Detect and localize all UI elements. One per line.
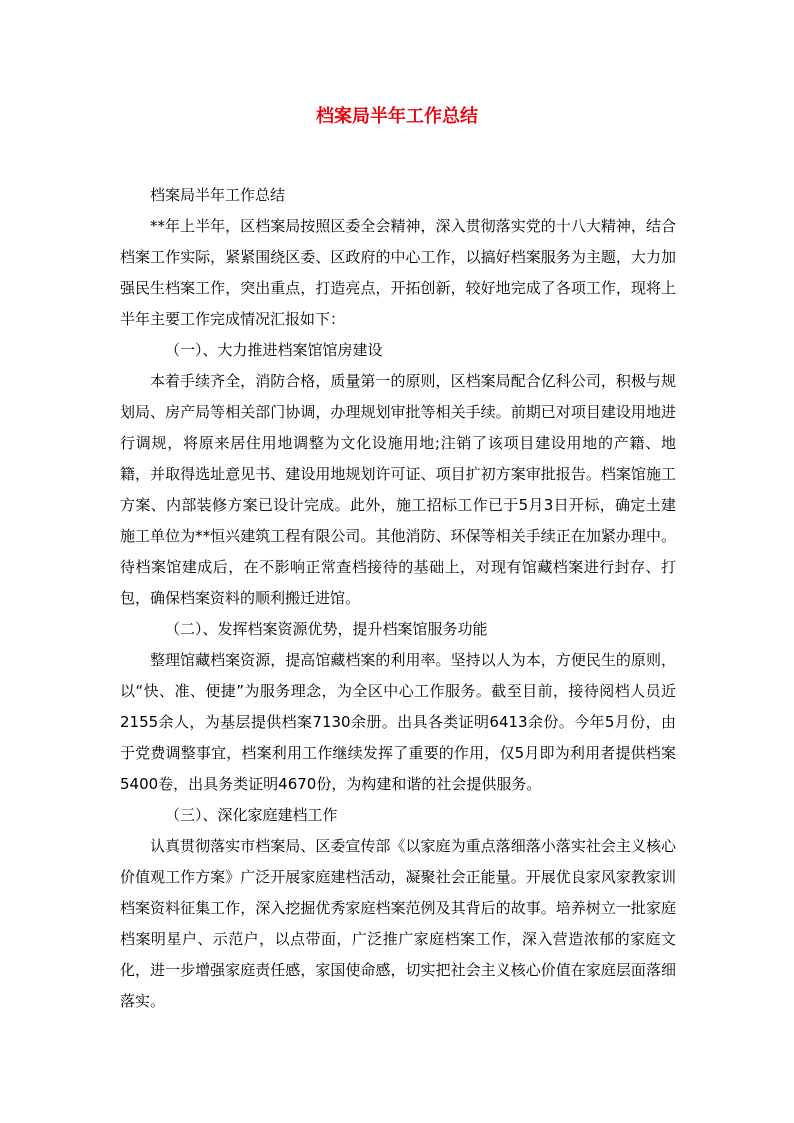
document-body xyxy=(120,180,676,1017)
body-subtitle: 档案局半年工作总结 xyxy=(150,186,286,204)
section-paragraph-1: 本着手续齐全，消防合格，质量第一的原则，区档案局配合亿科公司，积极与规划局、房产局等相关部门协调，办理规划审批等相关手续。前期已对项目建设用地进行调规，将原来居住用地调整为文化设施用地;注销了该项目建设用地的产籍、地籍，并取得选址意见书、建设用地规划许可证、项目扩初方案审批报告。档案馆施工方案、内部装修方案已设计完成。此外，施工招标工作已于5月3日开标，确定土建施工单位为**恒兴建筑工程有限公司。其他消防、环保等相关手续正在加紧办理中。待档案馆建成后，在不影响正常查档接待的基础上，对现有馆藏档案进行封存、打包，确保档案资料的顺利搬迁进馆。 xyxy=(120,372,676,607)
intro-paragraph: **年上半年，区档案局按照区委全会精神，深入贯彻落实党的十八大精神，结合档案工作实际，紧紧围绕区委、区政府的中心工作，以搞好档案服务为主题，大力加强民生档案工作，突出重点，打造亮点，开拓创新，较好地完成了各项工作，现将上半年主要工作完成情况汇报如下： xyxy=(120,217,676,328)
section-heading-2: （二）、发挥档案资源优势，提升档案馆服务功能 xyxy=(165,620,488,638)
section-paragraph-3: 认真贯彻落实市档案局、区委宣传部《以家庭为重点落细落小落实社会主义核心价值观工作方案》广泛开展家庭建档活动，凝聚社会正能量。开展优良家风家教家训档案资料征集工作，深入挖掘优秀家庭档案范例及其背后的故事。培养树立一批家庭档案明星户、示范户，以点带面，广泛推广家庭档案工作，深入营造浓郁的家庭文化，进一步增强家庭责任感，家国使命感，切实把社会主义核心价值在家庭层面落细落实。 xyxy=(120,837,676,1010)
section-heading-1: （一）、大力推进档案馆馆房建设 xyxy=(165,341,383,359)
document-title: 档案局半年工作总结 xyxy=(316,106,478,127)
section-heading-3: （三）、深化家庭建档工作 xyxy=(165,806,338,824)
section-paragraph-2: 整理馆藏档案资源，提高馆藏档案的利用率。坚持以人为本，方便民生的原则，以“快、准、便捷”为服务理念，为全区中心工作服务。截至目前，接待阅档人员近2155余人，为基层提供档案7130余册。出具各类证明6413余份。今年5月份，由于党费调整事宜，档案利用工作继续发挥了重要的作用，仅5月即为利用者提供档案5400卷，出具务类证明4670份，为构建和谐的社会提供服务。 xyxy=(120,651,676,793)
